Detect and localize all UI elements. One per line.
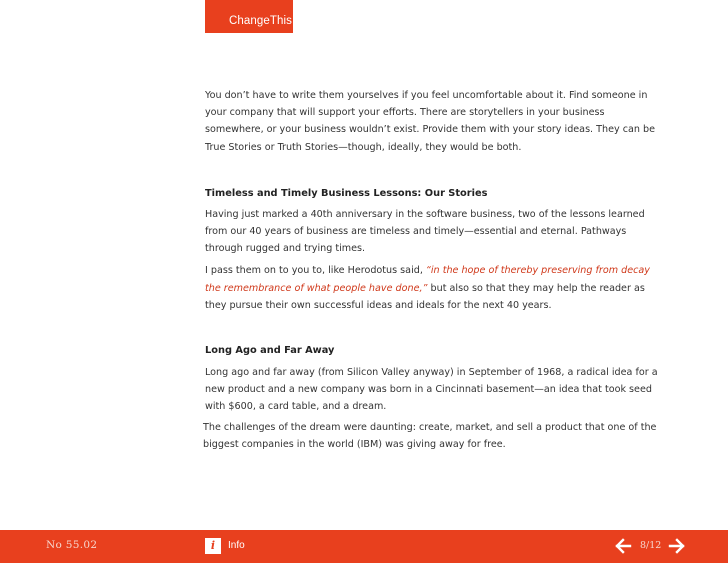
intro-paragraph: You don’t have to write them yourselves if you feel uncomfortable about it. Find someone in your company that will support your efforts. There are storytellers in your business somewhere, or your business wouldn’t exist. Provide them with your story ideas. They can be True Stories or Truth Stories—though, ideally, they would be both. bbox=[205, 90, 656, 153]
section1-paragraph-1: Having just marked a 40th anniversary in the software business, two of the lessons learned from our 40 years of business are timeless and timely—essential and eternal. Pathways through rugged and trying times. bbox=[205, 208, 645, 255]
brand-logo: ChangeThis bbox=[229, 15, 293, 27]
footer-bar bbox=[0, 530, 728, 563]
paragraph-text: I pass them on to you to, like Herodotus said, bbox=[205, 265, 426, 277]
section-heading-business-lessons: Timeless and Timely Business Lessons: Our Stories bbox=[205, 187, 488, 199]
section1-paragraph-2 bbox=[205, 262, 665, 314]
herodotus-quote: “in the hope of thereby preserving from decay the remembrance of what people have done,” bbox=[205, 265, 650, 294]
paragraph-text: but also so that they may help the reader as they pursue their own successful ideas and ideals for the next 40 years. bbox=[205, 282, 645, 311]
section2-paragraph-1: Long ago and far away (from Silicon Valley anyway) in September of 1968, a radical idea for a new product and a new company was born in a Cincinnati basement—an idea that took seed with $600, a card table, and a dream. bbox=[205, 367, 658, 413]
section-heading-long-ago: Long Ago and Far Away bbox=[205, 345, 335, 357]
arrow-right-icon[interactable] bbox=[668, 537, 686, 555]
issue-number: No 55.02 bbox=[46, 539, 98, 551]
page-number: 8/12 bbox=[640, 540, 662, 551]
info-icon[interactable]: i bbox=[205, 538, 221, 554]
info-link[interactable]: Info bbox=[228, 540, 245, 551]
page-content bbox=[205, 87, 665, 453]
arrow-left-icon[interactable] bbox=[614, 537, 632, 555]
section2-paragraph-2: The challenges of the dream were daunting: create, market, and sell a product that one of the biggest companies in the world (IBM) was giving away for free. bbox=[203, 421, 657, 450]
header-brand-tab bbox=[205, 0, 293, 33]
